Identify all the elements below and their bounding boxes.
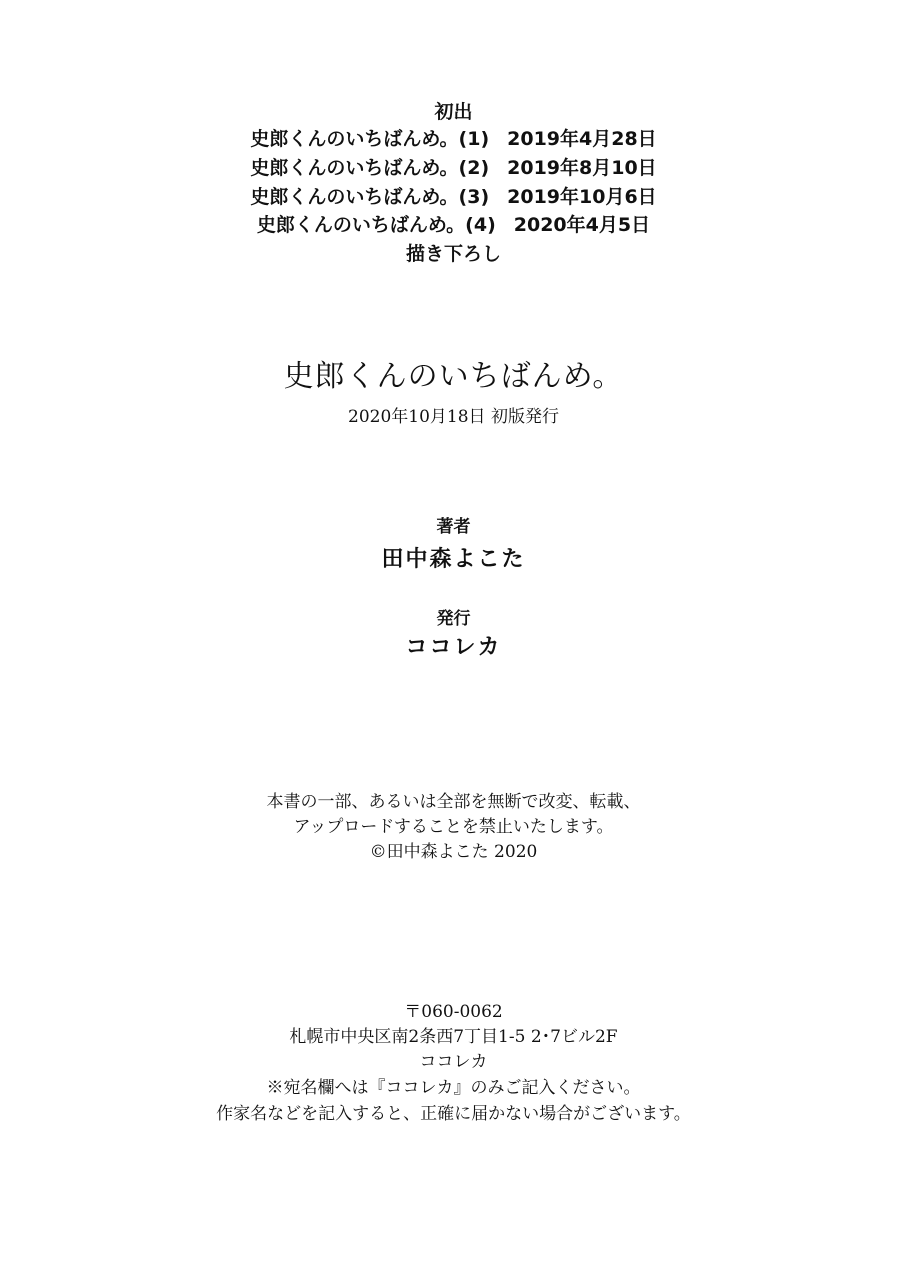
notice-line: アップロードすることを禁止いたします。	[293, 817, 614, 837]
entry-date: 2019年10月6日	[507, 186, 657, 208]
entry-title: 史郎くんのいちばんめ。(1)	[250, 128, 490, 150]
publisher-label: 発行	[436, 609, 471, 629]
first-appearance-entry	[0, 126, 907, 152]
edition-line: 2020年10月18日 初版発行	[348, 407, 559, 427]
first-appearance-heading: 初出	[434, 101, 473, 123]
first-appearance-entry	[0, 212, 907, 238]
publisher-name: ココレカ	[405, 635, 502, 660]
first-appearance-extra: 描き下ろし	[405, 243, 501, 265]
address-warning: 作家名などを記入すると、正確に届かない場合がございます。	[216, 1104, 691, 1124]
copyright-line: ©田中森よこた 2020	[369, 842, 538, 862]
address-note: ※宛名欄へは『ココレカ』のみご記入ください。	[266, 1078, 641, 1098]
author-label: 著者	[436, 517, 471, 537]
street-address: 札幌市中央区南2条西7丁目1-5 2･7ビル2F	[289, 1027, 618, 1047]
entry-date: 2019年8月10日	[507, 157, 657, 179]
entry-title: 史郎くんのいちばんめ。(4)	[256, 214, 496, 236]
entry-date: 2019年4月28日	[507, 128, 657, 150]
address-recipient: ココレカ	[419, 1052, 488, 1072]
author-name: 田中森よこた	[381, 547, 526, 572]
notice-line: 本書の一部、あるいは全部を無断で改変、転載、	[266, 792, 641, 812]
entry-date: 2020年4月5日	[513, 214, 651, 236]
postal-code: 〒060-0062	[404, 1002, 503, 1022]
first-appearance-entry	[0, 155, 907, 181]
entry-title: 史郎くんのいちばんめ。(3)	[250, 186, 490, 208]
book-title: 史郎くんのいちばんめ。	[283, 359, 624, 394]
first-appearance-entry	[0, 184, 907, 210]
entry-title: 史郎くんのいちばんめ。(2)	[250, 157, 490, 179]
